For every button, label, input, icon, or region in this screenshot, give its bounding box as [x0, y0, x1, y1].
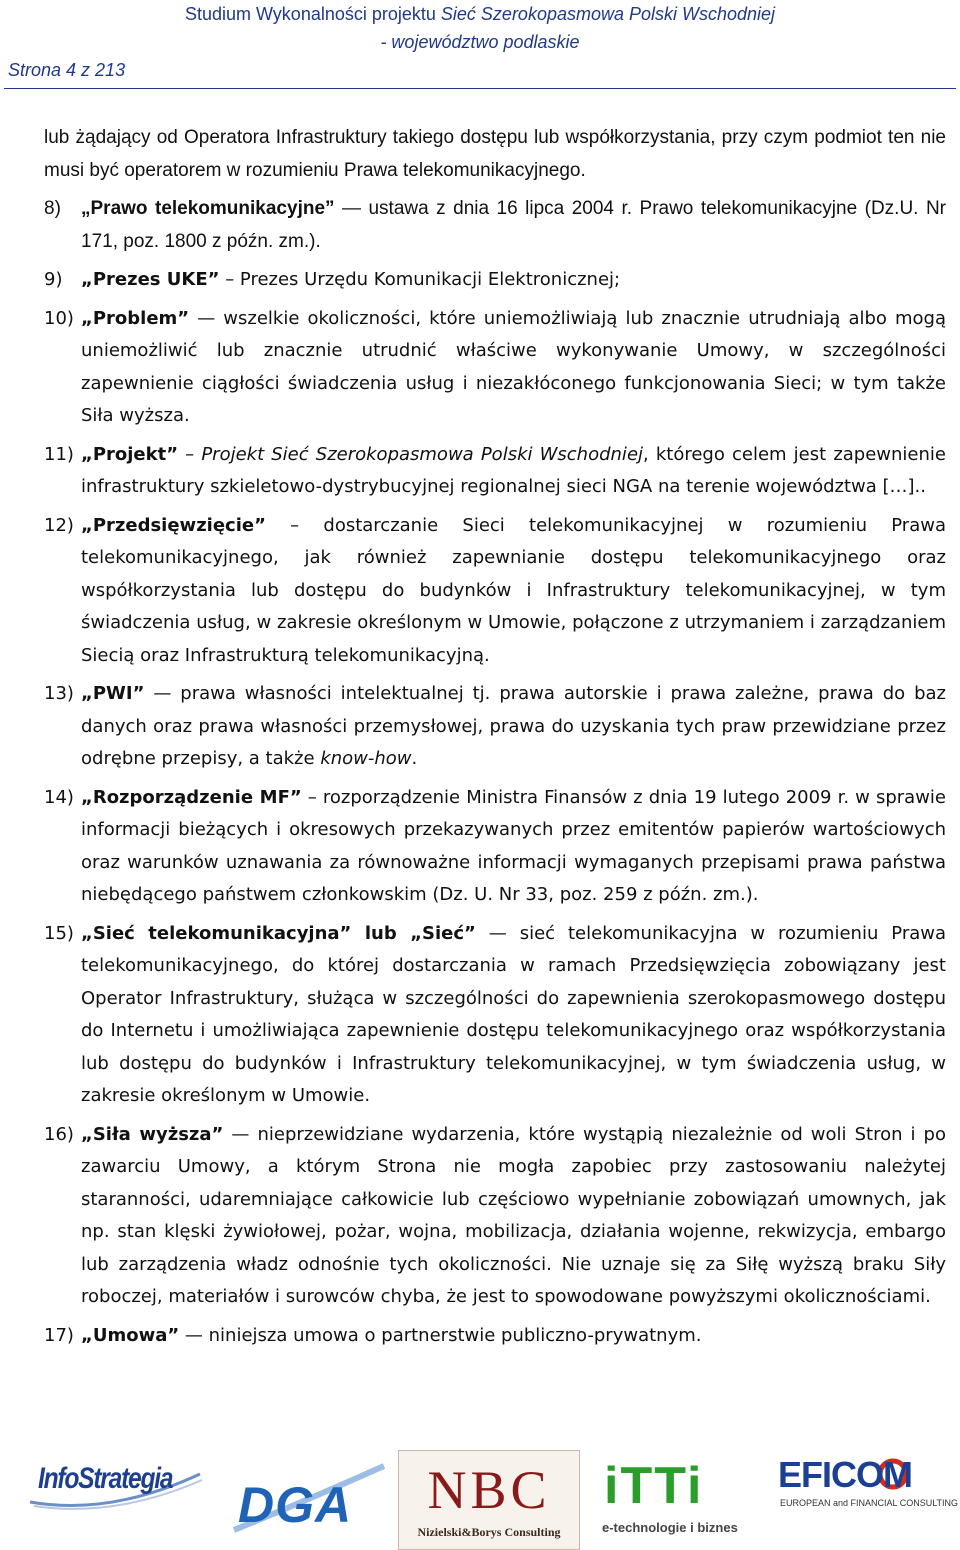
infostrategia-logo	[20, 1454, 210, 1514]
definition-text: — ustawa z dnia 16 lipca 2004 r. Prawo telekomunikacyjne (Dz.U. Nr 171, poz. 1800 z późn. zm.).	[81, 198, 946, 252]
definition-term: „PWI”	[81, 683, 145, 704]
definition-item-16	[44, 1119, 946, 1314]
eficom-logo	[778, 1454, 959, 1514]
definition-item-14	[44, 782, 946, 912]
definition-term: „Rozporządzenie MF”	[81, 786, 302, 808]
document-body	[44, 122, 946, 1358]
definition-term: „Prezes UKE”	[81, 269, 220, 290]
definition-term: „Projekt”	[81, 443, 179, 465]
definition-item-8	[44, 193, 946, 258]
dga-logo-text: DGA	[238, 1477, 353, 1533]
definition-italic: know-how	[320, 748, 412, 769]
definition-item-12	[44, 510, 946, 673]
item-number: 15)	[44, 922, 74, 944]
definition-text: – dostarczanie Sieci telekomunikacyjnej w rozumieniu Prawa telekomunikacyjnego, jak również zapewnianie dostępu telekomunikacyjnego oraz współkorzystania lub dostępu do budynków i Infrastruktury telekomunikacyjnej, w tym świadczenia usług, w zakresie określonym w Umowie, połączone z utrzymaniem i zarządzaniem Siecią oraz Infrastrukturą telekomunikacyjną.	[81, 514, 946, 666]
header-title-prefix: Studium Wykonalności projektu	[184, 4, 441, 24]
definition-term: „Sieć telekomunikacyjna” lub „Sieć”	[81, 922, 476, 944]
itti-logo	[600, 1456, 770, 1542]
header-title	[0, 4, 960, 25]
definition-item-15	[44, 918, 946, 1113]
definition-text: — wszelkie okoliczności, które uniemożliwiają lub znacznie utrudniają albo mogą uniemożliwić lub znacznie utrudnić właściwe wykonywanie Umowy, w szczególności zapewnienie ciągłości świadczenia usług i niezakłóconego funkcjonowania Sieci; w tym także Siła wyższa.	[81, 307, 946, 426]
item-number: 8)	[44, 198, 61, 219]
partner-logos-footer	[0, 1440, 960, 1549]
definition-italic: Projekt Sieć Szerokopasmowa Polski Wschodniej	[201, 443, 644, 465]
nbc-logo	[398, 1450, 580, 1550]
header-divider	[4, 88, 956, 89]
nbc-logo-text: NBC	[427, 1460, 551, 1520]
item-number: 16)	[44, 1123, 74, 1145]
item-number: 14)	[44, 786, 74, 808]
item-number: 10)	[44, 307, 74, 329]
definition-text-after: .	[411, 748, 418, 769]
item-number: 17)	[44, 1324, 74, 1346]
eficom-logo-caption: EUROPEAN and FINANCIAL CONSULTING	[780, 1498, 959, 1508]
item-number: 11)	[44, 443, 74, 465]
definition-text: — prawa własności intelektualnej tj. prawa autorskie i prawa zależne, prawa do baz danych oraz prawa własności przemysłowej, prawa do uzyskania tych praw przewidziane przez odrębne przepisy, a także	[81, 683, 946, 769]
page-header	[0, 0, 960, 90]
definition-term: „Problem”	[81, 307, 190, 329]
definition-item-9	[44, 264, 946, 297]
definition-item-11	[44, 439, 946, 504]
page-number: Strona 4 z 213	[8, 60, 126, 80]
itti-logo-text: iTTi	[604, 1457, 704, 1515]
definition-text: — niniejsza umowa o partnerstwie publiczno-prywatnym.	[179, 1324, 702, 1346]
eficom-logo-text: EFICOM	[778, 1454, 912, 1495]
infostrategia-logo-text: InfoStrategia	[38, 1462, 173, 1495]
definition-text: — sieć telekomunikacyjna w rozumieniu Prawa telekomunikacyjnego, do której dostarczania w ramach Przedsięwzięcia zobowiązany jest Operator Infrastruktury, służąca w szczególności do zapewnienia szerokopasmowego dostępu do Internetu i umożliwiająca zapewnienie dostępu telekomunikacyjnego oraz współkorzystania lub dostępu do budynków i Infrastruktury telekomunikacyjnej, w tym świadczenia usług, w zakresie określonym w Umowie.	[81, 922, 946, 1106]
dga-logo	[228, 1460, 388, 1540]
item-number: 13)	[44, 683, 74, 704]
header-subtitle: - województwo podlaskie	[380, 32, 580, 52]
definition-text: – rozporządzenie Ministra Finansów z dnia 19 lutego 2009 r. w sprawie informacji bieżących i okresowych przekazywanych przez emitentów papierów wartościowych oraz warunków uznawania za równoważne informacji wymaganych przepisami prawa państwa niebędącego państwem członkowskim (Dz. U. Nr 33, poz. 259 z późn. zm.).	[81, 786, 946, 905]
definition-term: „Prawo telekomunikacyjne”	[81, 198, 335, 219]
item-number: 12)	[44, 514, 74, 536]
definition-item-17	[44, 1320, 946, 1353]
definition-item-13	[44, 678, 946, 776]
intro-paragraph: lub żądający od Operatora Infrastruktury takiego dostępu lub współkorzystania, przy czym podmiot ten nie musi być operatorem w rozumieniu Prawa telekomunikacyjnego.	[44, 127, 946, 181]
definition-term: „Przedsięwzięcie”	[81, 514, 266, 536]
nbc-logo-caption: Nizielski&Borys Consulting	[417, 1525, 561, 1539]
definition-text: — nieprzewidziane wydarzenia, które wystąpią niezależnie od woli Stron i po zawarciu Umowy, a którym Strona nie mogła zapobiec przy zastosowaniu należytej staranności, udaremniające całkowicie lub częściowo wypełnianie zobowiązań umownych, jak np. stan klęski żywiołowej, pożar, wojna, mobilizacja, działania wojenne, rekwizycja, embargo lub zarządzenia władz odnośnie tych okoliczności. Nie uznaje się za Siłę wyższą braku Siły roboczej, materiałów i surowców chyba, że jest to spowodowane powyższymi okolicznościami.	[81, 1123, 946, 1307]
definition-text-after: , którego celem jest zapewnienie infrastruktury szkieletowo-dystrybucyjnej regionalnej sieci NGA na terenie województwa […]..	[81, 443, 946, 497]
definition-term: „Umowa”	[81, 1324, 180, 1346]
definition-item-10	[44, 303, 946, 433]
item-number: 9)	[44, 269, 63, 290]
definition-text: –	[178, 443, 202, 465]
definition-term: „Siła wyższa”	[81, 1123, 224, 1145]
itti-logo-caption: e-technologie i biznes	[602, 1520, 738, 1535]
definition-text: – Prezes Urzędu Komunikacji Elektronicznej;	[219, 269, 621, 290]
header-title-project: Sieć Szerokopasmowa Polski Wschodniej	[440, 4, 776, 24]
